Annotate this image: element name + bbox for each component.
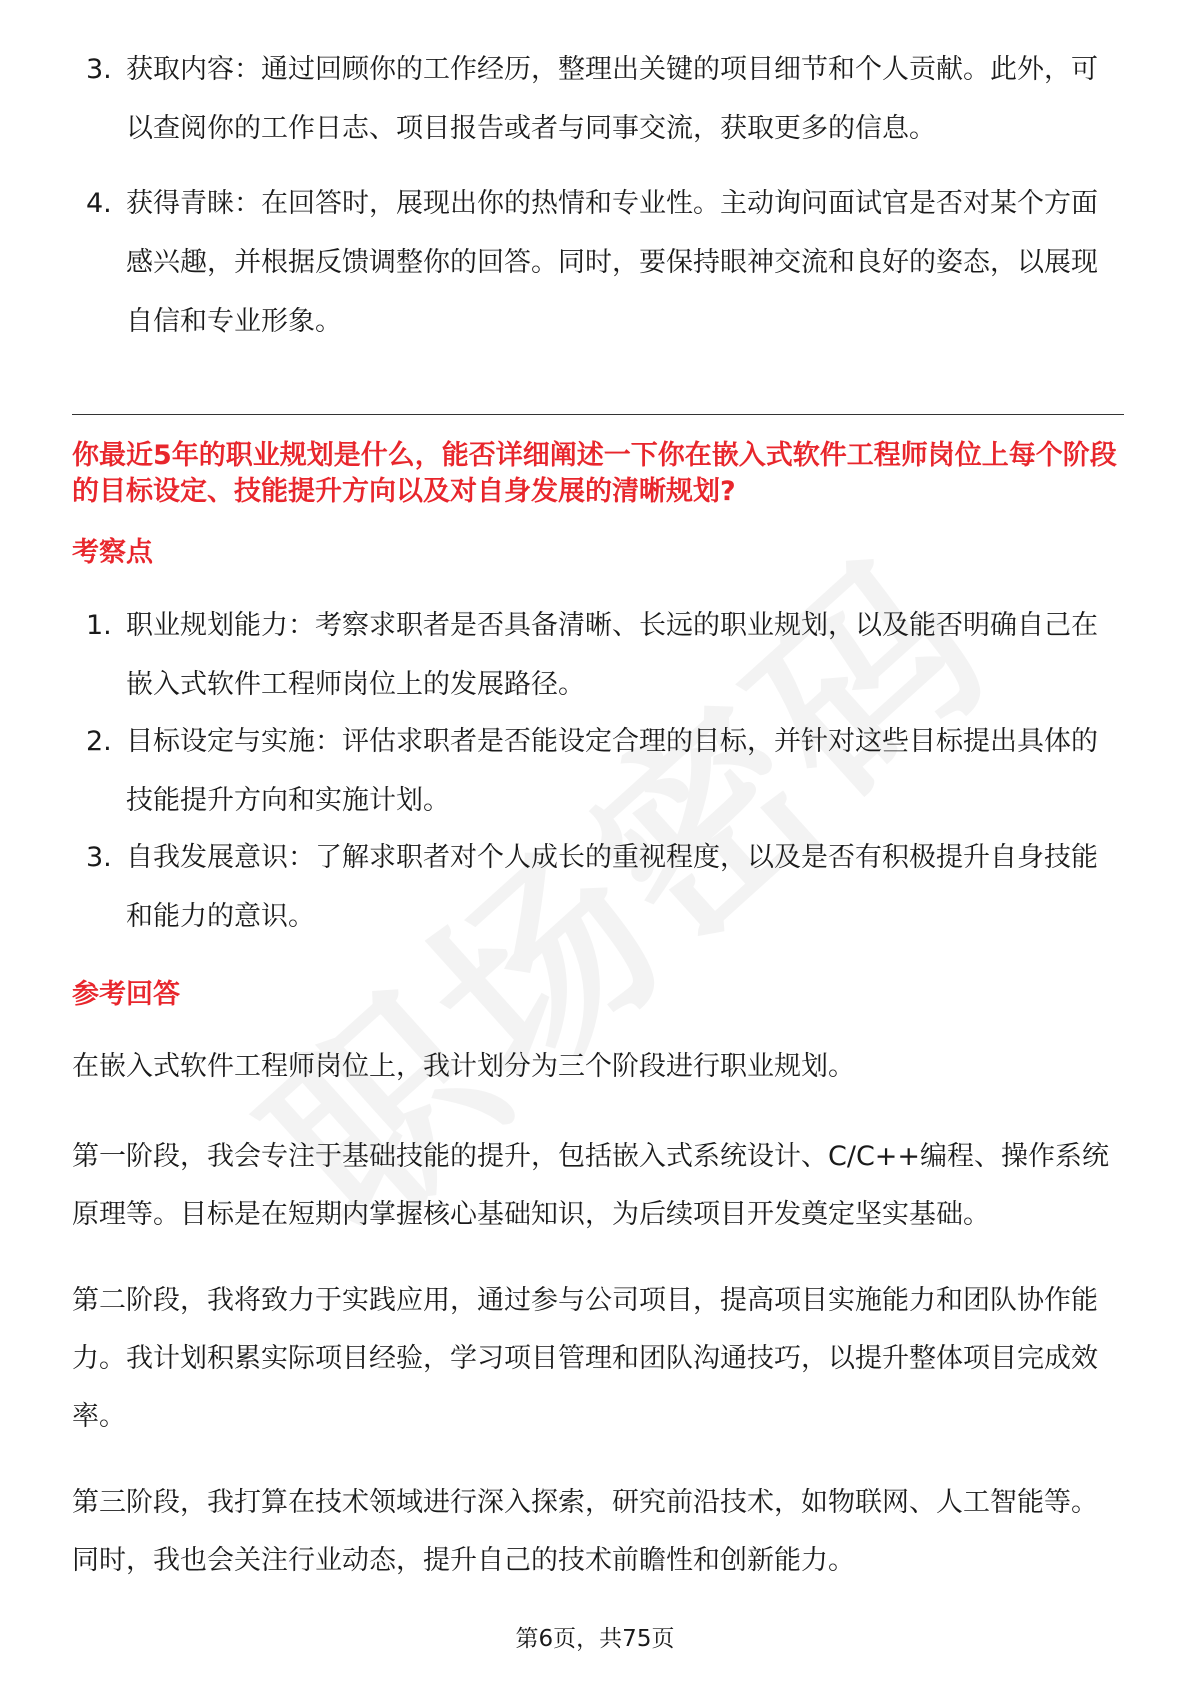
assessment-title: 考察点: [72, 537, 153, 568]
assessment-item-1: [86, 596, 1116, 714]
answer-paragraph-4: 第三阶段，我打算在技术领域进行深入探索，研究前沿技术，如物联网、人工智能等。同时，我也会关注行业动态，提升自己的技术前瞻性和创新能力。: [72, 1487, 1098, 1576]
list-number: 3.: [86, 54, 112, 85]
list-text: 自我发展意识：了解求职者对个人成长的重视程度，以及是否有积极提升自身技能和能力的意识。: [126, 842, 1098, 932]
list-number: 1.: [86, 610, 112, 641]
question-heading: 你最近5年的职业规划是什么，能否详细阐述一下你在嵌入式软件工程师岗位上每个阶段的目标设定、技能提升方向以及对自身发展的清晰规划?: [72, 440, 1117, 507]
list-number: 4.: [86, 188, 112, 219]
answer-title: 参考回答: [72, 979, 180, 1010]
list-text: 获得青睐：在回答时，展现出你的热情和专业性。主动询问面试官是否对某个方面感兴趣，并根据反馈调整你的回答。同时，要保持眼神交流和良好的姿态，以展现自信和专业形象。: [126, 188, 1098, 337]
list-number: 3.: [86, 842, 112, 873]
section-divider: [72, 414, 1124, 415]
answer-paragraph-3: 第二阶段，我将致力于实践应用，通过参与公司项目，提高项目实施能力和团队协作能力。我计划积累实际项目经验，学习项目管理和团队沟通技巧，以提升整体项目完成效率。: [72, 1285, 1098, 1432]
answer-paragraph-2: 第一阶段，我会专注于基础技能的提升，包括嵌入式系统设计、C/C++编程、操作系统原理等。目标是在短期内掌握核心基础知识，为后续项目开发奠定坚实基础。: [72, 1141, 1110, 1230]
assessment-item-3: [86, 828, 1116, 946]
list-text: 目标设定与实施：评估求职者是否能设定合理的目标，并针对这些目标提出具体的技能提升方向和实施计划。: [126, 726, 1098, 816]
list-item-top-3: [86, 40, 1116, 158]
list-item-top-4: [86, 174, 1116, 351]
assessment-item-2: [86, 712, 1116, 830]
list-text: 职业规划能力：考察求职者是否具备清晰、长远的职业规划，以及能否明确自己在嵌入式软件工程师岗位上的发展路径。: [126, 610, 1098, 700]
page-footer: 第6页，共75页: [515, 1626, 675, 1652]
list-text: 获取内容：通过回顾你的工作经历，整理出关键的项目细节和个人贡献。此外，可以查阅你的工作日志、项目报告或者与同事交流，获取更多的信息。: [126, 54, 1098, 144]
list-number: 2.: [86, 726, 112, 757]
answer-paragraph-1: 在嵌入式软件工程师岗位上，我计划分为三个阶段进行职业规划。: [72, 1051, 855, 1082]
